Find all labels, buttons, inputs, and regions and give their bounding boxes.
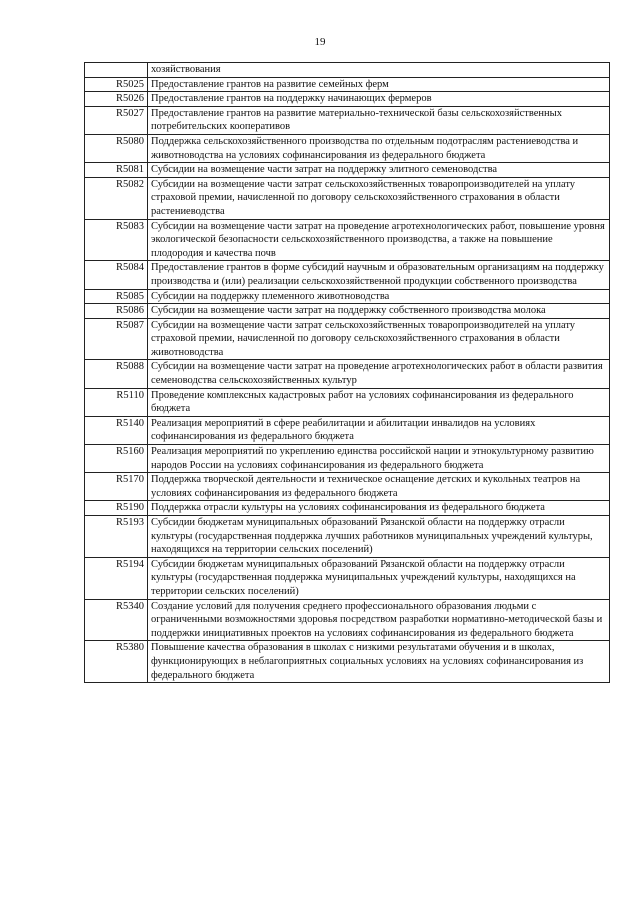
row-code: R5088 [85,360,148,388]
row-description: Предоставление грантов на поддержку начинающих фермеров [148,92,610,107]
table-row [85,516,610,558]
row-code: R5380 [85,641,148,683]
row-description: Предоставление грантов в форме субсидий научным и образовательным организациям на поддержку производства и (или) реализации сельскохозяйственной продукции собственного производства [148,261,610,289]
table-row [85,501,610,516]
table-row [85,92,610,107]
row-code: R5140 [85,416,148,444]
table-row [85,473,610,501]
row-description: Субсидии бюджетам муниципальных образований Рязанской области на поддержку отрасли культуры (государственная поддержка лучших работников муниципальных учреждений культуры, находящихся на территории сельских поселений) [148,516,610,558]
row-code: R5086 [85,304,148,319]
row-description: Повышение качества образования в школах с низкими результатами обучения и в школах, функционирующих в неблагоприятных социальных условиях на условиях софинансирования из федерального бюджета [148,641,610,683]
row-description: Создание условий для получения среднего профессионального образования людьми с ограниченными возможностями здоровья посредством разработки нормативно-методической базы и поддержки инициативных проектов на условиях софинансирования из федерального бюджета [148,599,610,641]
table-row [85,134,610,162]
row-description: Субсидии на возмещение части затрат сельскохозяйственных товаропроизводителей на уплату страховой премии, начисленной по договору сельскохозяйственного страхования в области растениеводства [148,177,610,219]
row-code: R5081 [85,163,148,178]
row-code: R5027 [85,106,148,134]
table-row [85,304,610,319]
table-row [85,163,610,178]
row-code: R5160 [85,445,148,473]
row-description: Субсидии на возмещение части затрат на поддержку собственного производства молока [148,304,610,319]
row-code: R5340 [85,599,148,641]
row-code: R5082 [85,177,148,219]
row-code: R5170 [85,473,148,501]
row-description: Проведение комплексных кадастровых работ на условиях софинансирования из федерального бюджета [148,388,610,416]
row-description: Субсидии на возмещение части затрат сельскохозяйственных товаропроизводителей на уплату страховой премии, начисленной по договору сельскохозяйственного страхования в области животноводства [148,318,610,360]
row-description: Субсидии на возмещение части затрат на поддержку элитного семеноводства [148,163,610,178]
row-code: R5190 [85,501,148,516]
row-description: Субсидии бюджетам муниципальных образований Рязанской области на поддержку отрасли культуры (государственная поддержка муниципальных учреждений культуры, находящихся на территории сельских поселений) [148,557,610,599]
table-row [85,77,610,92]
row-description: хозяйствования [148,63,610,78]
row-description: Реализация мероприятий по укреплению единства российской нации и этнокультурному развитию народов России на условиях софинансирования из федерального бюджета [148,445,610,473]
row-description: Реализация мероприятий в сфере реабилитации и абилитации инвалидов на условиях софинансирования из федерального бюджета [148,416,610,444]
table-row [85,289,610,304]
table-row [85,388,610,416]
row-description: Субсидии на возмещение части затрат на проведение агротехнологических работ в области развития семеноводства сельскохозяйственных культур [148,360,610,388]
table-row [85,261,610,289]
row-description: Предоставление грантов на развитие материально-технической базы сельскохозяйственных потребительских кооперативов [148,106,610,134]
row-code: R5194 [85,557,148,599]
table-row [85,63,610,78]
table-row [85,360,610,388]
row-description: Поддержка сельскохозяйственного производства по отдельным подотраслям растениеводства и животноводства на условиях софинансирования из федерального бюджета [148,134,610,162]
table-row [85,106,610,134]
table-row [85,177,610,219]
row-code: R5084 [85,261,148,289]
row-code: R5025 [85,77,148,92]
row-code: R5083 [85,219,148,261]
row-code: R5193 [85,516,148,558]
row-description: Субсидии на возмещение части затрат на проведение агротехнологических работ, повышение уровня экологической безопасности сельскохозяйственного производства, а также на повышение плодородия и качества почв [148,219,610,261]
row-code: R5080 [85,134,148,162]
table-row [85,416,610,444]
table-body [85,63,610,683]
row-code: R5110 [85,388,148,416]
table-row [85,318,610,360]
table-row [85,445,610,473]
table-row [85,641,610,683]
page-number: 19 [314,36,326,48]
row-code [85,63,148,78]
row-description: Поддержка отрасли культуры на условиях софинансирования из федерального бюджета [148,501,610,516]
row-code: R5026 [85,92,148,107]
table-row [85,599,610,641]
row-description: Предоставление грантов на развитие семейных ферм [148,77,610,92]
table-row [85,557,610,599]
row-code: R5087 [85,318,148,360]
row-description: Субсидии на поддержку племенного животноводства [148,289,610,304]
row-code: R5085 [85,289,148,304]
row-description: Поддержка творческой деятельности и техническое оснащение детских и кукольных театров на условиях софинансирования из федерального бюджета [148,473,610,501]
table-row [85,219,610,261]
budget-codes-table [84,62,610,683]
